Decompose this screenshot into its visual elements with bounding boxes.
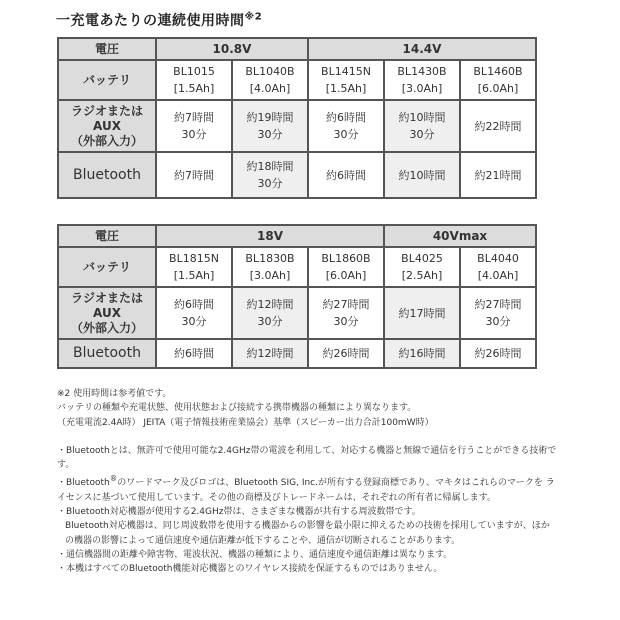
runtime-minutes: 30分 xyxy=(257,315,283,328)
bluetooth-runtime-cell xyxy=(385,153,459,197)
runtime-hours: 約27時間 xyxy=(474,298,522,311)
battery-capacity: [4.0Ah] xyxy=(477,269,519,282)
battery-capacity: [6.0Ah] xyxy=(477,82,519,95)
runtime-hours: 約10時間 xyxy=(398,168,446,182)
runtime-hours: 約26時間 xyxy=(474,347,522,360)
battery-model: BL1040B xyxy=(245,65,295,78)
battery-cell xyxy=(461,248,535,286)
runtime-minutes: 30分 xyxy=(257,128,283,141)
runtime-table-10-14v xyxy=(57,37,537,199)
runtime-minutes: 30分 xyxy=(181,315,207,328)
battery-cell xyxy=(385,248,459,286)
voltage-group-40vmax: 40Vmax xyxy=(385,226,535,246)
radio-label-line1: ラジオまたは xyxy=(70,290,143,305)
runtime-hours: 約7時間 xyxy=(174,111,214,124)
radio-runtime-cell xyxy=(461,101,535,151)
runtime-hours: 約17時間 xyxy=(398,306,446,320)
bluetooth-row-header: Bluetooth xyxy=(59,340,155,367)
battery-cell xyxy=(233,61,307,99)
runtime-minutes: 30分 xyxy=(333,315,359,328)
battery-capacity: [6.0Ah] xyxy=(325,269,367,282)
runtime-hours: 約7時間 xyxy=(174,168,214,182)
battery-model: BL4040 xyxy=(477,252,519,265)
battery-row-header: バッテリ xyxy=(59,248,155,286)
bluetooth-runtime-cell xyxy=(461,153,535,197)
radio-runtime-cell xyxy=(157,101,231,151)
runtime-hours: 約16時間 xyxy=(398,347,446,360)
note-trademark xyxy=(57,472,557,505)
radio-label-line3: （外部入力） xyxy=(70,320,143,335)
runtime-minutes: 30分 xyxy=(181,128,207,141)
battery-capacity: [1.5Ah] xyxy=(173,269,215,282)
battery-model: BL1815N xyxy=(169,252,219,265)
runtime-hours: 約26時間 xyxy=(322,347,370,360)
battery-model: BL1460B xyxy=(473,65,523,78)
note-standard: （充電電流2.4A時） JEITA（電子情報技術産業協会）基準（スピーカー出力合計100mW時） xyxy=(57,417,434,428)
runtime-table-18-40v xyxy=(57,224,537,369)
runtime-hours: 約6時間 xyxy=(174,298,214,311)
bluetooth-runtime-cell xyxy=(233,153,307,197)
runtime-hours: 約6時間 xyxy=(326,168,366,182)
battery-cell xyxy=(157,61,231,99)
bluetooth-row-header: Bluetooth xyxy=(59,153,155,197)
runtime-hours: 約6時間 xyxy=(326,111,366,124)
voltage-header: 電圧 xyxy=(59,39,155,59)
radio-runtime-cell xyxy=(309,288,383,338)
battery-model: BL1415N xyxy=(321,65,371,78)
runtime-hours: 約27時間 xyxy=(322,298,370,311)
radio-aux-row-header xyxy=(59,288,155,338)
title-note-mark: ※2 xyxy=(244,11,263,23)
battery-cell xyxy=(309,61,383,99)
note-compatibility: ・本機はすべてのBluetooth機能対応機器とのワイヤレス接続を保証するものではありません。 xyxy=(57,564,443,575)
battery-model: BL1830B xyxy=(245,252,295,265)
registered-mark: ® xyxy=(109,474,118,484)
note-distance: ・通信機器間の距離や障害物、電波状況、機器の種類により、通信速度や通信距離は異なります。 xyxy=(57,549,453,560)
radio-label-line2: AUX xyxy=(93,118,121,133)
bluetooth-runtime-cell xyxy=(233,340,307,367)
battery-model: BL4025 xyxy=(401,252,443,265)
bluetooth-runtime-cell xyxy=(309,340,383,367)
trademark-text: のワードマーク及びロゴは、Bluetooth SIG, Inc.が所有する登録商標であり、マキタはこれらのマークを ライセンスに基づいて使用しています。その他の商標及びトレードネームは、それぞれの所有者に帰属します。 xyxy=(57,478,555,503)
radio-runtime-cell xyxy=(385,101,459,151)
radio-label-line2: AUX xyxy=(93,305,121,320)
page-title xyxy=(56,10,262,30)
runtime-hours: 約12時間 xyxy=(246,347,294,360)
runtime-hours: 約19時間 xyxy=(246,111,294,124)
footnotes xyxy=(57,387,557,577)
runtime-minutes: 30分 xyxy=(409,128,435,141)
note-frequency-band: ・Bluetooth対応機器が使用する2.4GHz帯は、さまざまな機器が共有する周波数帯です。 xyxy=(57,507,421,518)
radio-aux-row-header xyxy=(59,101,155,151)
note-reference: ※2 使用時間は参考値です。 xyxy=(57,389,172,399)
battery-row-header: バッテリ xyxy=(59,61,155,99)
note-conditions: バッテリの種類や充電状態、使用状態および接続する携帯機器の種類により異なります。 xyxy=(57,403,417,414)
runtime-hours: 約18時間 xyxy=(246,160,294,173)
runtime-hours: 約6時間 xyxy=(174,347,214,360)
battery-capacity: [3.0Ah] xyxy=(401,82,443,95)
radio-label-line1: ラジオまたは xyxy=(70,103,143,118)
voltage-group-18v: 18V xyxy=(157,226,383,246)
runtime-hours: 約22時間 xyxy=(474,119,522,133)
radio-runtime-cell xyxy=(461,288,535,338)
bluetooth-runtime-cell xyxy=(157,340,231,367)
battery-cell xyxy=(233,248,307,286)
bluetooth-runtime-cell xyxy=(461,340,535,367)
radio-runtime-cell xyxy=(233,288,307,338)
voltage-group-10-8v: 10.8V xyxy=(157,39,307,59)
bluetooth-runtime-cell xyxy=(309,153,383,197)
radio-runtime-cell xyxy=(385,288,459,338)
battery-model: BL1015 xyxy=(173,65,215,78)
title-text: 一充電あたりの連続使用時間 xyxy=(56,13,245,29)
battery-model: BL1430B xyxy=(397,65,447,78)
battery-cell xyxy=(309,248,383,286)
runtime-minutes: 30分 xyxy=(485,315,511,328)
bluetooth-runtime-cell xyxy=(157,153,231,197)
battery-capacity: [1.5Ah] xyxy=(173,82,215,95)
radio-runtime-cell xyxy=(233,101,307,151)
battery-capacity: [4.0Ah] xyxy=(249,82,291,95)
runtime-hours: 約10時間 xyxy=(398,111,446,124)
battery-capacity: [2.5Ah] xyxy=(401,269,443,282)
battery-capacity: [1.5Ah] xyxy=(325,82,367,95)
bluetooth-runtime-cell xyxy=(385,340,459,367)
runtime-hours: 約12時間 xyxy=(246,298,294,311)
battery-cell xyxy=(157,248,231,286)
battery-capacity: [3.0Ah] xyxy=(249,269,291,282)
radio-runtime-cell xyxy=(309,101,383,151)
note-interference: Bluetooth対応機器は、同じ周波数帯を使用する機器からの影響を最小限に抑えるための技術を採用していますが、ほかの機器の影響によって通信速度や通信距離が低下することや、通信が切断されることがあります。 xyxy=(65,521,550,546)
runtime-hours: 約21時間 xyxy=(474,168,522,182)
radio-runtime-cell xyxy=(157,288,231,338)
battery-cell xyxy=(385,61,459,99)
voltage-header: 電圧 xyxy=(59,226,155,246)
battery-model: BL1860B xyxy=(321,252,371,265)
radio-label-line3: （外部入力） xyxy=(70,133,143,148)
trademark-prefix: ・Bluetooth xyxy=(57,478,110,489)
battery-cell xyxy=(461,61,535,99)
note-bluetooth-definition: ・Bluetoothとは、無許可で使用可能な2.4GHz帯の電波を利用して、対応する機器と無線で通信を行うことができる技術です。 xyxy=(57,445,557,471)
runtime-minutes: 30分 xyxy=(333,128,359,141)
runtime-minutes: 30分 xyxy=(257,177,283,190)
voltage-group-14-4v: 14.4V xyxy=(309,39,535,59)
